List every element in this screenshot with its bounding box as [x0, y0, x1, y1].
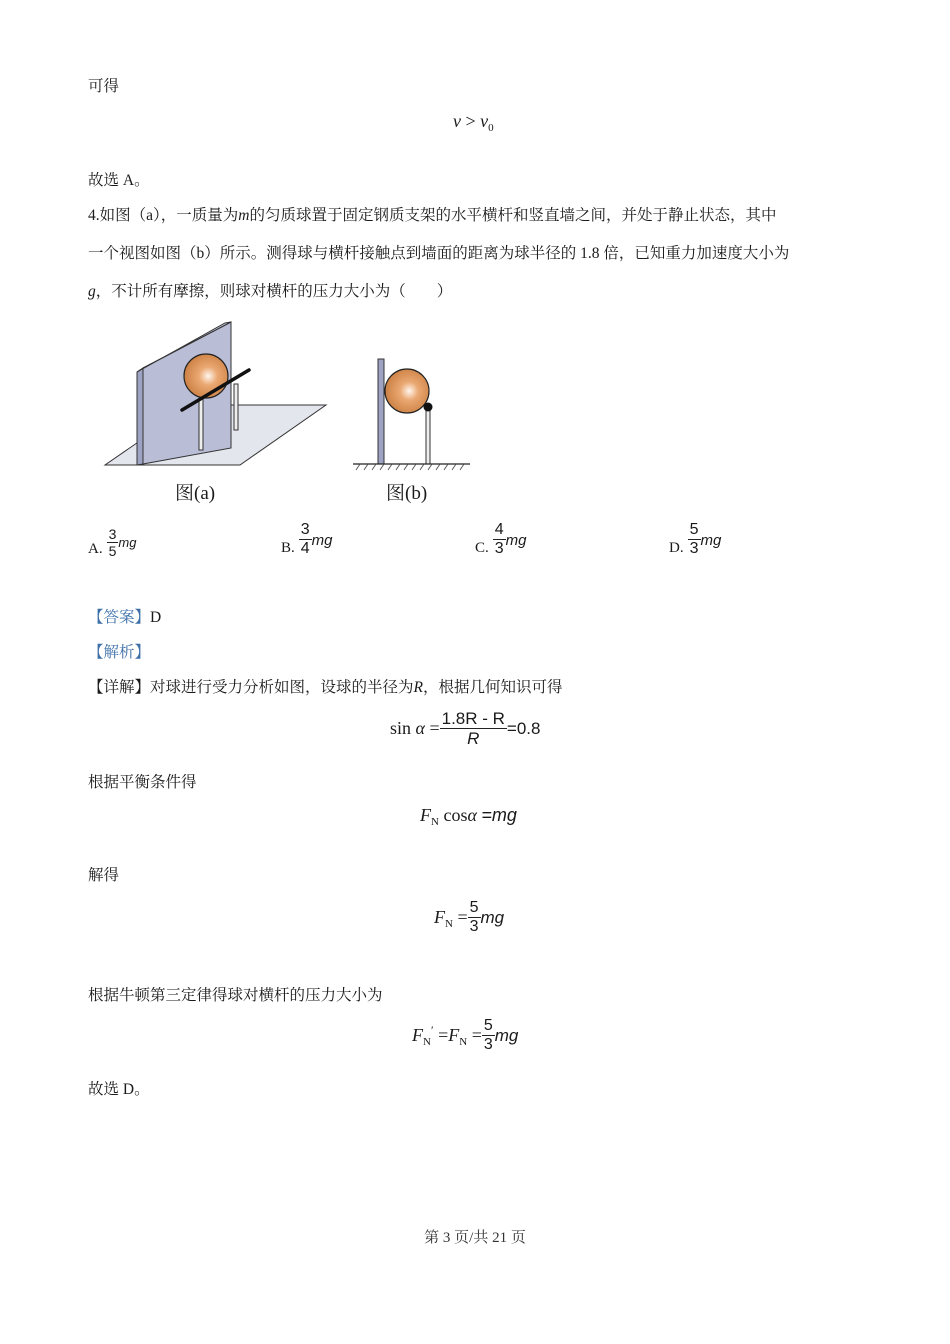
figure-b	[350, 350, 475, 475]
detail-line: 【详解】对球进行受力分析如图，设球的半径为R，根据几何知识可得	[88, 679, 563, 696]
figure-a-diagram	[100, 318, 335, 473]
answer-line	[88, 608, 161, 628]
option-c[interactable]: C. $\frac{4}{3}$ mg	[475, 521, 527, 557]
conclusion-d: 故选 D。	[88, 1081, 150, 1098]
answer-value: D	[150, 609, 162, 626]
page-footer: 第 3 页/共 21 页	[424, 1230, 526, 1246]
conclusion-a: 故选 A。	[88, 172, 150, 189]
option-a[interactable]: A. $\frac{3}{5}$ mg	[88, 526, 137, 559]
equation-fn-cos: $F_N$ cosα =mg	[420, 805, 517, 828]
question-line-2: 一个视图如图（b）所示。测得球与横杆接触点到墙面的距离为球半径的 1.8 倍，已知重力加速度大小为	[88, 245, 790, 262]
answer-tag: 【答案】	[88, 609, 151, 626]
analysis-tag: 【解析】	[88, 644, 151, 661]
question-line-1: 4.如图（a），一质量为m的匀质球置于固定钢质支架的水平横杆和竖直墙之间，并处于静止状态，其中	[88, 207, 777, 224]
figure-b-caption: 图(b)	[386, 483, 428, 504]
option-b[interactable]: B. $\frac{3}{4}$ mg	[281, 521, 333, 557]
detail-tag: 【详解】	[88, 679, 151, 696]
text-kede: 可得	[88, 78, 120, 95]
text-newton: 根据牛顿第三定律得球对横杆的压力大小为	[88, 987, 383, 1004]
figure-a-caption: 图(a)	[175, 483, 216, 504]
option-d[interactable]: D. $\frac{5}{3}$ mg	[669, 521, 722, 557]
equation-fn-result: F N = $\frac{5}{3}$ mg	[434, 899, 505, 935]
text-equilibrium: 根据平衡条件得	[88, 774, 197, 791]
equation-fn-prime: F N ′ = F N = $\frac{5}{3}$ mg	[412, 1017, 519, 1053]
figure-b-diagram	[350, 350, 475, 475]
text-solve: 解得	[88, 867, 120, 884]
equation-sin-alpha: sin α = $\frac{1.8R - R}{R}$ =0.8	[390, 709, 541, 748]
figure-a	[100, 318, 335, 473]
question-line-3: g，不计所有摩擦，则球对横杆的压力大小为（ ）	[88, 283, 453, 300]
equation-v-gt-v0: $v > v_0$	[453, 111, 494, 134]
